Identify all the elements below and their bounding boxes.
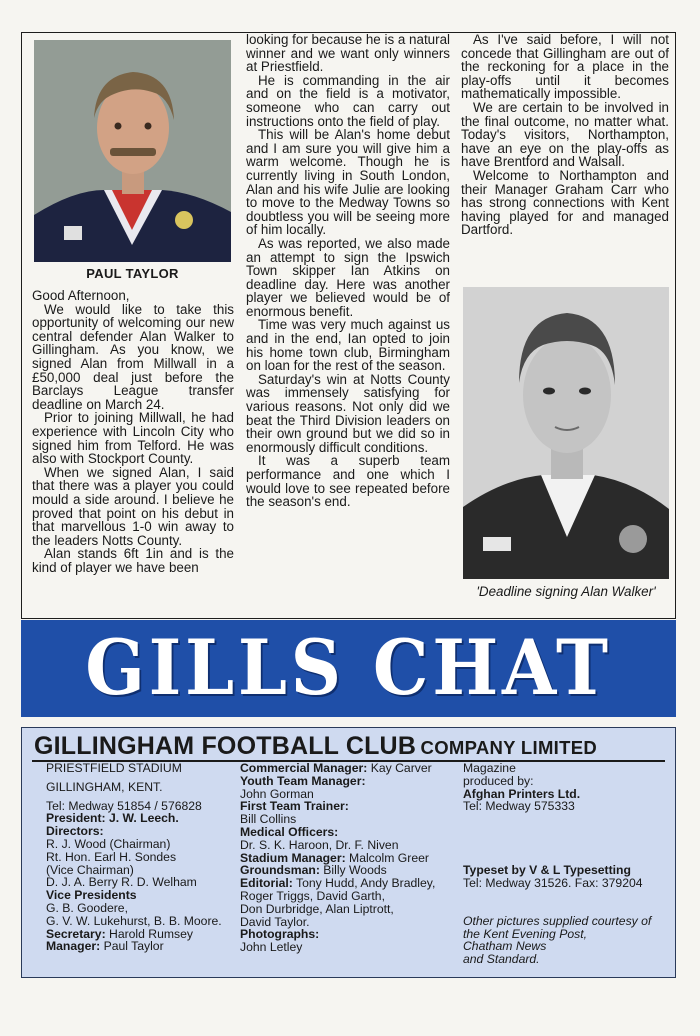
trainer-name: Bill Collins xyxy=(240,812,297,827)
paragraph: It was a superb team performance and one which I would love to see repeated before the season's end. xyxy=(246,453,450,510)
editorial-name: David Taylor. xyxy=(240,914,310,929)
trainer-label: First Team Trainer: xyxy=(240,799,349,814)
picture-credit: and Standard. xyxy=(463,952,540,967)
paragraph: He is commanding in the air and on the field is a motivator, someone who can carry out instructions onto the field of play. xyxy=(246,72,450,129)
article-column-1 xyxy=(32,289,234,574)
editorial-name: Roger Triggs, David Garth, xyxy=(240,888,385,903)
produced-by-line: produced by: xyxy=(463,773,534,788)
president-label: President: xyxy=(46,811,106,826)
greeting: Good Afternoon, xyxy=(32,288,130,303)
stadium-manager-label: Stadium Manager: xyxy=(240,850,346,865)
commercial-label: Commercial Manager: xyxy=(240,761,368,775)
youth-name: John Gorman xyxy=(240,786,314,801)
paragraph: Time was very much against us and in the end, Ian opted to join his home town club, Birmingham on loan for the rest of the season. xyxy=(246,317,450,374)
stadium-manager-name: Malcolm Greer xyxy=(349,850,429,865)
club-name-heading xyxy=(34,732,597,761)
editorial-name: Tony Hudd, Andy Bradley, xyxy=(296,876,436,891)
paragraph: Welcome to Northampton and their Manager Graham Carr who has strong connections with Kent having played for and managed Dartford. xyxy=(461,167,669,238)
directors-label: Directors: xyxy=(46,824,104,839)
manager-name: Paul Taylor xyxy=(103,939,164,954)
photographer-name: John Letley xyxy=(240,940,303,955)
paragraph: Prior to joining Millwall, he had experience with Lincoln City who signed him from Telford. He was also with Stockport County. xyxy=(32,410,234,467)
magazine-line: Magazine xyxy=(463,761,516,775)
commercial-line xyxy=(240,762,450,775)
bottom-photo-caption: 'Deadline signing Alan Walker' xyxy=(476,584,656,599)
president-name: J. W. Leech. xyxy=(109,811,179,826)
paragraph: As was reported, we also made an attempt to sign the Ipswich Town skipper Ian Atkins on deadline day. Here was another player we believed would be of enormous benefit. xyxy=(246,235,450,319)
groundsman-label: Groundsman: xyxy=(240,863,320,878)
paragraph: We are certain to be involved in the final outcome, no matter what. Today's visitors, Northampton, have an eye on the play-offs as have Brentford and Walsall. xyxy=(461,99,669,170)
paragraph: When we signed Alan, I said that there was a player you could mould a side around. I believe he proved that point on his debut in that marvellous 1-0 win away to the leaders Notts County. xyxy=(32,464,234,548)
director: R. J. Wood (Chairman) xyxy=(46,836,171,851)
paragraph: Alan stands 6ft 1in and is the kind of player we have been xyxy=(32,546,234,575)
paragraph: Saturday's win at Notts County was immensely satisfying for various reasons. Not only did we beat the Third Division leaders on their own ground but we did so in enormously difficult conditions. xyxy=(246,371,450,455)
club-staff-column xyxy=(240,762,450,954)
vice-presidents-label: Vice Presidents xyxy=(46,888,137,903)
youth-label: Youth Team Manager: xyxy=(240,773,366,788)
banner-title: GILLS CHAT xyxy=(85,623,612,712)
article-column-3 xyxy=(461,33,669,237)
paragraph: We would like to take this opportunity of welcoming our new central defender Alan Walker to Gillingham. As you know, we signed Alan from Millwall in a £50,000 deal just before the Barclays League transfer deadline on March 24. xyxy=(32,301,234,412)
medical-label: Medical Officers: xyxy=(240,824,339,839)
club-credits-column xyxy=(463,762,668,966)
manager-line xyxy=(46,940,246,953)
picture-credit: Other pictures supplied courtesy of xyxy=(463,913,652,928)
editorial-name: Don Durbridge, Alan Liptrott, xyxy=(240,901,394,916)
typesetter-name: Typeset by V & L Typesetting xyxy=(463,863,631,878)
vice-president: G. V. W. Lukehurst, B. B. Moore. xyxy=(46,913,222,928)
typesetter-telephone: Tel: Medway 31526. Fax: 379204 xyxy=(463,875,643,890)
club-name: GILLINGHAM FOOTBALL CLUB xyxy=(34,732,417,760)
picture-credit: the Kent Evening Post, xyxy=(463,926,587,941)
club-telephone: Tel: Medway 51854 / 576828 xyxy=(46,798,202,813)
vice-president: G. B. Goodere, xyxy=(46,900,128,915)
club-company-suffix: COMPANY LIMITED xyxy=(420,737,598,758)
paragraph: This will be Alan's home debut and I am sure you will give him a warm welcome. Though he is currently living in South London, Alan and his wife Julie are looking to move to the Medway Towns so doubtless you will be seeing more of him locally. xyxy=(246,127,450,238)
commercial-name: Kay Carver xyxy=(370,761,432,775)
director: D. J. A. Berry R. D. Welham xyxy=(46,875,197,890)
club-info-box xyxy=(21,727,676,978)
gills-chat-banner xyxy=(21,620,676,717)
director: (Vice Chairman) xyxy=(46,862,134,877)
secretary-label: Secretary: xyxy=(46,926,106,941)
photographs-label: Photographs: xyxy=(240,927,320,942)
medical-names: Dr. S. K. Haroon, Dr. F. Niven xyxy=(240,837,399,852)
paul-taylor-photo xyxy=(34,40,231,262)
groundsman-name: Billy Woods xyxy=(323,863,387,878)
stadium-name: PRIESTFIELD STADIUM xyxy=(46,761,182,775)
paragraph: looking for because he is a natural winner and we want only winners at Priestfield. xyxy=(246,32,450,75)
printer-name: Afghan Printers Ltd. xyxy=(463,786,581,801)
club-officials-column xyxy=(46,762,246,953)
editorial-label: Editorial: xyxy=(240,876,293,891)
article-column-2 xyxy=(246,33,450,509)
top-photo-caption: PAUL TAYLOR xyxy=(86,266,179,281)
alan-walker-photo xyxy=(463,287,669,579)
club-town: GILLINGHAM, KENT. xyxy=(46,779,163,794)
manager-label: Manager: xyxy=(46,939,101,954)
secretary-name: Harold Rumsey xyxy=(109,926,194,941)
paragraph: As I've said before, I will not concede that Gillingham are out of the reckoning for a place in the play-offs until it becomes mathematically impossible. xyxy=(461,32,669,102)
printer-telephone: Tel: Medway 575333 xyxy=(463,799,575,814)
director: Rt. Hon. Earl H. Sondes xyxy=(46,849,177,864)
picture-credit: Chatham News xyxy=(463,939,547,954)
